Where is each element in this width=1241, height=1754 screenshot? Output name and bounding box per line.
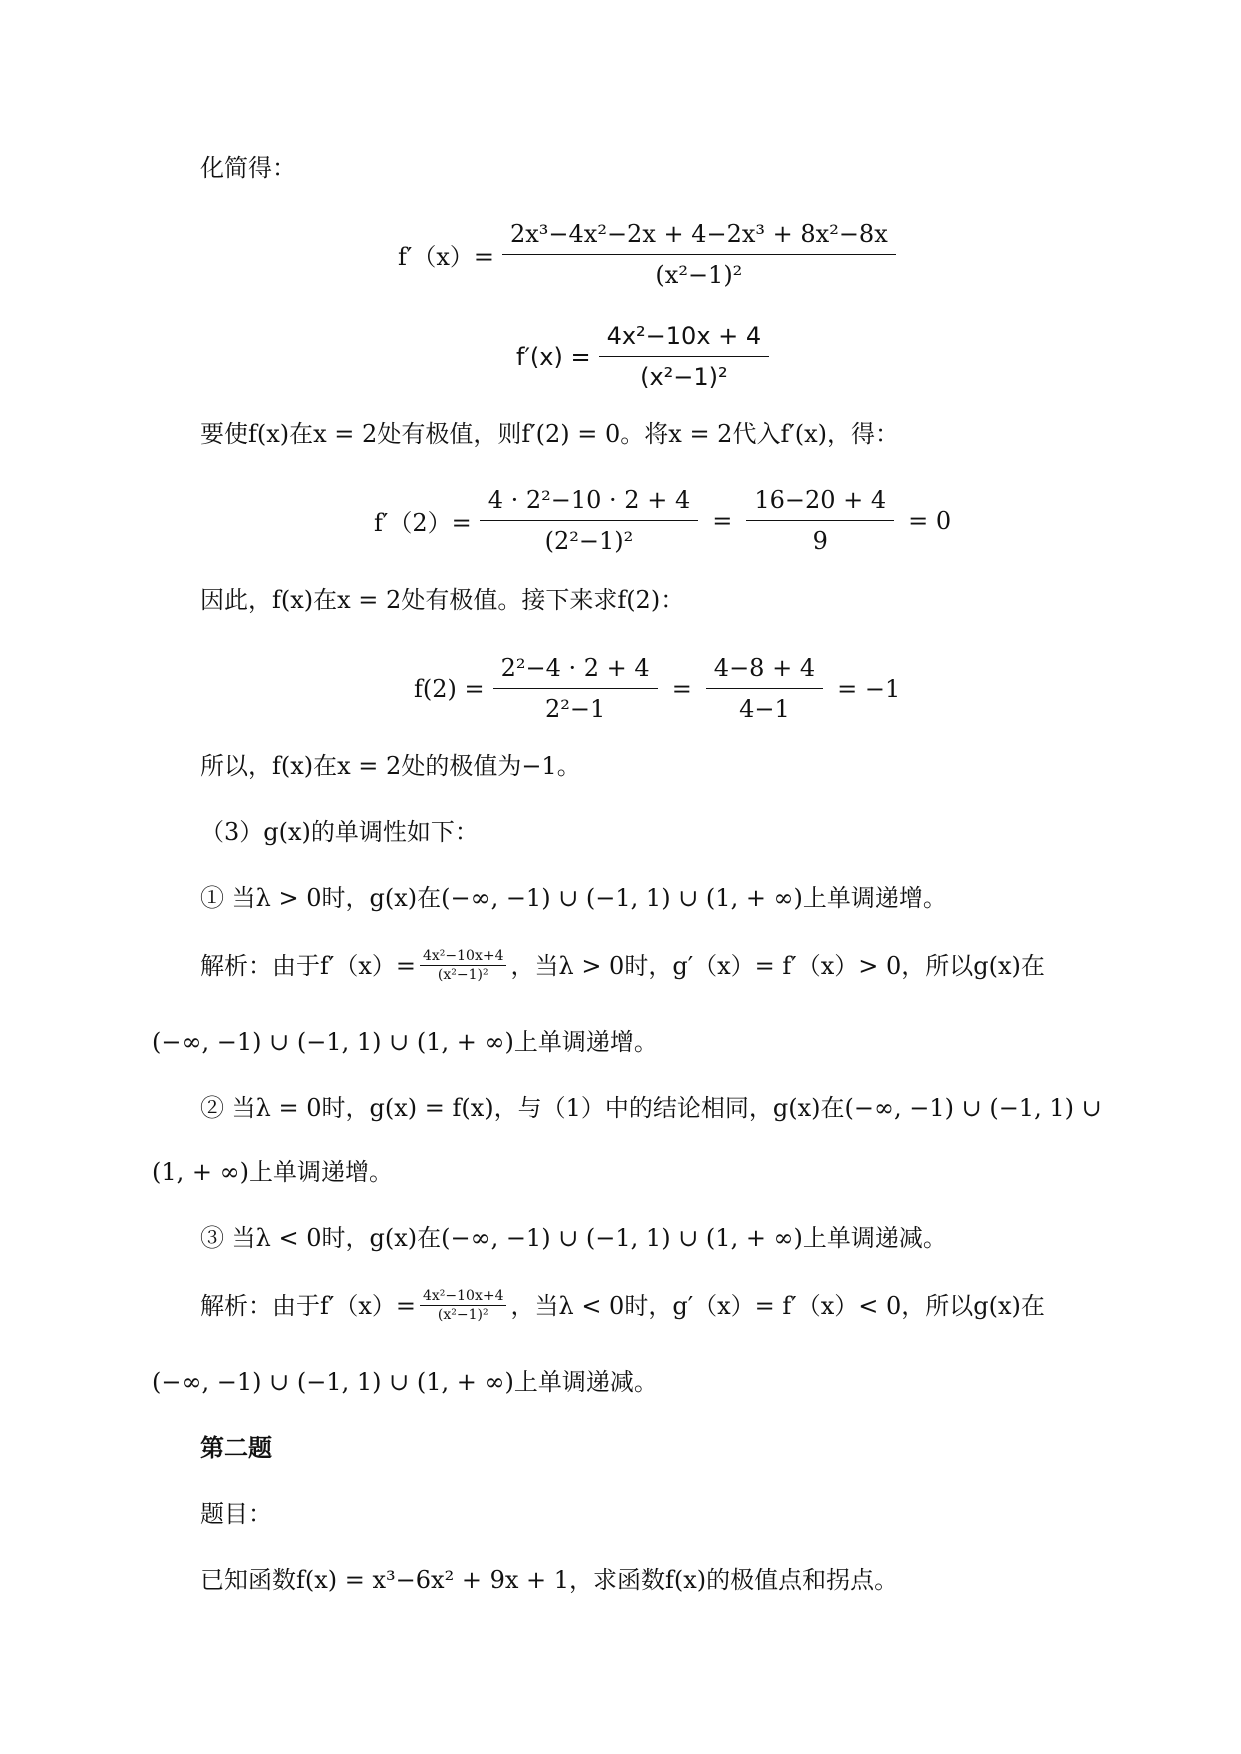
eq3-numerator-2: 16−20 + 4 (746, 484, 894, 521)
text-line-part3-heading: （3）g(x)的单调性如下： (200, 818, 479, 846)
text-line-case3-conclusion: (−∞, −1) ∪ (−1, 1) ∪ (1, + ∞)上单调递减。 (152, 1368, 658, 1396)
text-line-extremum-value: 所以，f(x)在x = 2处的极值为−1。 (200, 752, 581, 780)
eq4-fraction-1 (493, 652, 658, 725)
eq1-denominator: (x²−1)² (655, 261, 743, 289)
text-line-problem-statement: 已知函数f(x) = x³−6x² + 9x + 1，求函数f(x)的极值点和拐点。 (200, 1566, 899, 1594)
eq4-result: = −1 (837, 674, 901, 703)
eq1-numerator: 2x³−4x²−2x + 4−2x³ + 8x²−8x (502, 218, 896, 255)
equation-derivative-expanded (398, 218, 904, 291)
text-line-case2-conclusion: (1, + ∞)上单调递增。 (152, 1158, 393, 1186)
eq4-numerator-1: 2²−4 · 2 + 4 (493, 652, 658, 689)
eq3-fraction-2 (746, 484, 894, 557)
eq2-denominator: (x²−1)² (640, 363, 728, 391)
eq3-equals: = (712, 506, 733, 535)
case3-analysis-end: ，当λ < 0时，g′（x）= f′（x）< 0，所以g(x)在 (510, 1292, 1045, 1320)
eq4-denominator-2: 4−1 (739, 695, 790, 723)
case3-fraction-numerator: 4x²−10x+4 (420, 1288, 507, 1306)
equation-derivative-at-2 (374, 484, 957, 557)
case3-fraction-denominator: (x²−1)² (437, 1307, 489, 1323)
case1-fraction-numerator: 4x²−10x+4 (420, 948, 507, 966)
text-line-case1-analysis (200, 948, 1045, 985)
eq4-lhs: f(2) = (414, 674, 485, 703)
eq4-fraction-2 (706, 652, 823, 725)
eq1-fraction (502, 218, 896, 291)
case1-fraction-denominator: (x²−1)² (437, 967, 489, 983)
eq4-numerator-2: 4−8 + 4 (706, 652, 823, 689)
text-line-case1-conclusion: (−∞, −1) ∪ (−1, 1) ∪ (1, + ∞)上单调递增。 (152, 1028, 658, 1056)
eq3-numerator-1: 4 · 2²−10 · 2 + 4 (480, 484, 699, 521)
eq2-lhs: f′(x) = (516, 342, 591, 371)
eq1-lhs: f′（x）= (398, 243, 494, 271)
eq2-fraction (599, 320, 770, 393)
equation-f-at-2 (414, 652, 906, 725)
eq3-lhs: f′（2）= (374, 509, 472, 537)
case3-inline-fraction (420, 1288, 507, 1323)
text-line-case3-analysis (200, 1288, 1045, 1325)
text-line-simplify: 化简得： (200, 154, 296, 182)
eq3-denominator-1: (2²−1)² (544, 527, 634, 555)
eq4-equals: = (671, 674, 692, 703)
eq2-numerator: 4x²−10x + 4 (599, 320, 770, 357)
case1-analysis-end: ，当λ > 0时，g′（x）= f′（x）> 0，所以g(x)在 (510, 952, 1045, 980)
section-heading-problem-2: 第二题 (200, 1433, 272, 1462)
eq3-fraction-1 (480, 484, 699, 557)
eq3-denominator-2: 9 (812, 527, 828, 555)
text-line-case1: ① 当λ > 0时，g(x)在(−∞, −1) ∪ (−1, 1) ∪ (1, + ∞)上单调递增。 (200, 884, 947, 912)
text-line-problem-label: 题目： (200, 1500, 272, 1528)
case1-analysis-start: 解析：由于f′（x）= (200, 952, 416, 980)
case3-analysis-start: 解析：由于f′（x）= (200, 1292, 416, 1320)
equation-derivative-simplified (516, 320, 777, 393)
text-line-case2: ② 当λ = 0时，g(x) = f(x)，与（1）中的结论相同，g(x)在(−∞, −1) ∪ (−1, 1) ∪ (200, 1094, 1102, 1122)
eq3-result: = 0 (908, 506, 952, 535)
text-line-therefore: 因此，f(x)在x = 2处有极值。接下来求f(2)： (200, 586, 685, 614)
text-line-case3: ③ 当λ < 0时，g(x)在(−∞, −1) ∪ (−1, 1) ∪ (1, + ∞)上单调递减。 (200, 1224, 947, 1252)
eq4-denominator-1: 2²−1 (545, 695, 606, 723)
case1-inline-fraction (420, 948, 507, 983)
text-line-condition: 要使f(x)在x = 2处有极值，则f′(2) = 0。将x = 2代入f′(x)，得： (200, 420, 900, 448)
